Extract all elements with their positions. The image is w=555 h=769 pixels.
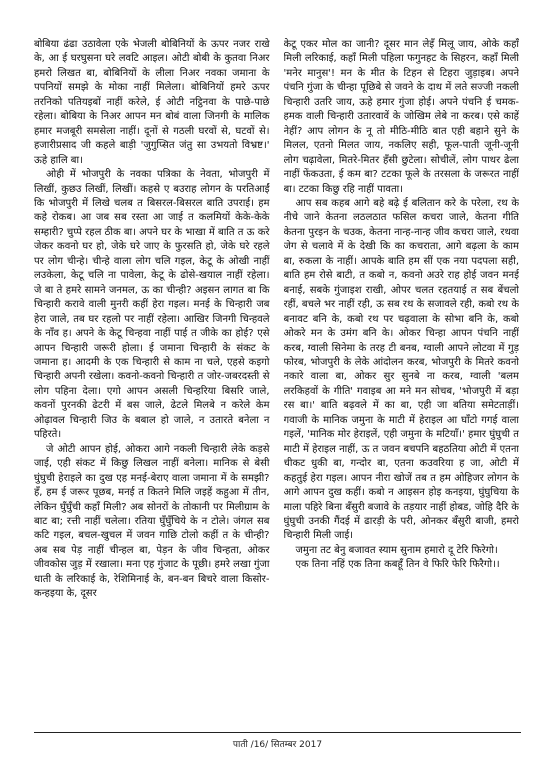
paragraph: जे ओटी आपन होई, ओकरा आगे नकली चिन्हारी लेके कड़से जाई, एही संकट में किछु लिखल नाहीं बनेला। मानिक से बेसी घुंघुची हेराइले का दुख एह मनई-बेराए वाला जमाना में के समझी? हँ, हम ई जरूर पूछब, मनई त कितने मिलि जइहें कहुआ में तीन, लेकिन घुँघुँची कहाँ मिली? अब सोनरों के तोकानी पर मिलीग्राम के बाट बा; रत्ती नाहीं चलेला। रतिया घुँघुँचिये के न टोले। जंगल सब कटि गइल, बचल-खुचल में जवन गाछि टोलो कहीं त के चीन्ही? अब सब पेड़ नाहीं चीन्हल बा, पेड़न के जीव चिन्हता, ओकर जीवकोस जुड़ में रखाला। मना एह गुंजाट के पूछी। हमरे लखा गुंजा धाती के लरिकाई के, रेशिमिनाई के, बन-बन बिचरे वाला किसोर-कन्हइया के, दूसर xyxy=(34,443,270,600)
paragraph: बोबिया ढंढा उठावेला एके भेजली बोबिनियों के ऊपर नजर राखे के, आ ई घरघुसना घरे लवटि आइल। ओटी बोबी के कुतवा निअर हमरो लिखत बा, बोबिनियों के लीला निअर नवका जमाना के पपनियों समझे के मोका नाहीं मिलेला। बोबिनियों हमरे ऊपर तरनिको पतियइबों नाहीं करेले, ई ओटी नट्ठिनवा के पाछे-पाछे रहेला। बोबिया के निअर आपन मन बोबं वाला जिनगी के मालिक हमार मजबूरी समसेला नाहीं। दूनों से गठली घरवों से, घटवों से। हजारीप्रसाद जी कहले बाड़ी 'जुगुप्सित जंतु सा उभयतो विभ्रष्ट।' ऊहे हालि बा। xyxy=(34,39,270,166)
verse-line: एक तिना नहिं एक तिना कबहूँ तिन वे फिरि फेरि फिरैगो।। xyxy=(295,559,500,571)
footer-rule xyxy=(34,732,521,733)
right-column xyxy=(284,38,520,726)
page-footer: पाती /16/ सितम्बर 2017 xyxy=(232,740,323,750)
left-column xyxy=(34,38,270,726)
paragraph: ओही में भोजपुरी के नवका पत्रिका के नेवता, भोजपुरी में लिखीं, कुछउ लिखीं, लिखीं। कहसे ए बउराह लोगन के परतिआईं कि भोजपुरी में लिखे चलब त बिसरल-बिसरल बाति उपराई। हम कहे रोकब। आ जब सब रस्ता आ जाई त कलमियों केके-केके सम्हारी? चुप्पे रहल ठीक बा। अपने घर के भाखा में बाति त ऊ करे जेकर कवनो घर हो, जेके घरे जाए के फुरसति हो, जेके घरे रहले पर लोग चीन्हे। चीन्हे वाला लोग चलि गइल, केटू के ओखी नाहीं लउकेला, केटू चलि ना पावेला, केटू के ढोसे-खयाल नाहीं रहेला। जे बा ते हमरे सामने जनमल, ऊ का चीन्ही? अइसन लागत बा कि चिन्हारी करावे वाली मुनरी कहीं हेरा गइल। मनई के चिन्हारी जब हेरा जाले, तब घर रहलो पर नाहीं रहेला। आखिर जिनगी चिन्हवले के नाँव ह। अपने के केटू चिन्हवा नाहीं पाई त जीके का होई? एसे आपन चिन्हारी जरूरी होला। ई जमाना चिन्हारी के संकट के जमाना ह। आदमी के एक चिन्हारी से काम ना चले, एहसे कइगो चिन्हारी अपनी रखेला। कवनो-कवनो चिन्हारी त जोर-जबरदस्ती से लोग पहिना देला। एगो आपन असली चिन्हरिया बिसरि जाले, कवनों पुरनकी ढेटरी में बस जाले, ढेटले मिलबे न करेले केम ओढ़ावल चिन्हारी जिउ के बबाल हो जाले, न उतारते बनेला न पहिरते। xyxy=(34,169,270,441)
verse-line: जमुना तट बेनु बजावत स्याम सुनाम हमारो दू टेरि फिरेगो। xyxy=(295,544,498,556)
paragraph: केटू एकर मोल का जानी? दूसर मान लेइँ मिलू जाय, ओके कहाँ मिली लरिकाई, कहाँ मिली पहिला फगुनहट के सिहरन, कहाँ मिली 'मनेर मानुस'! मन के मीत के टिहन से टिहरा जुड़ाइब। अपने पंचनि गुंजा के चीन्हा पूछिबे से जवने के दाथ में लते सज्जी नकली चिन्हारी उतरि जाय, ऊहे हमार गुंजा होई। अपने पंचनि ई चमक-हमक वाली चिन्हारी उतारवावें के जोखिम लेबे ना करब। एसे काहें नेहीं? आप लोगन के नू तो मीठि-मीठि बात एही बहाने सुने के मिलल, एतनो मिलत जाय, नकलिए सही, फूल-पाती जूनी-जूनी लोग चढ़ावेला, मितरे-मितर हँसी छुटेला। सोचीलें, लोग पाथर ढेला नाहीं फेंकउता, ई कम बा? टटका फूले के तरसला के जरूरत नाहीं बा। टटका किछु रहि नाहीं पावता। xyxy=(283,39,519,195)
paragraph: आप सब कहब आगे बहे बढ़े ई बलितान करे के परेला, रथ के नीचे जाने केतना लठलठात फसिल कचरा जाले, केतना गीति केतना पुरइन के चउक, केतना नान्ह-नान्ह जीव कचरा जाले, रथवा जेग से चलावे में के देखी कि का कचराता, आगे बढ़ला के काम बा, रुकला के नाहीं। आपके बाति हम सीं एक नया पदपला सही, बाति हम रोसे बाटी, त कबो न, कवनो अउरे राह होई जवन मनई बनाई, सबके गुंजाइश राखी, ओपर चलत रहतयाई त सब बेंचलो रहीं, बचले भर नाहीं रही, ऊ सब रथ के सजावले रही, कबो रथ के बनावट बनि के, कबो रथ पर चढ़वाला के सोभा बनि के, कबो ओकरे मन के उमंग बनि के। ओकर चिन्हा आपन पंचनि नाहीं करब, ग्वाली सिनेमा के तरह टी बनब, ग्वाली आपने लोटवा में गुड़ फोरब, भोजपुरी के लेके आंदोलन करब, भोजपुरी के मितरे कवनो नकारे वाला बा, ओकर सुर सुनबे ना करब, ग्वाली 'बलम लरकिहवों के गीति' गवाइब आ मने मन सोचब, 'भोजपुरी में बड़ा रस बा।' बाति बढ़वले में का बा, एही जा बतिया समेटताड़ीं। गवाजी के मानिक जमुना के माटी में हेराइल आ घाँटो गगई वाला गइलें, 'मानिक मोर हेराइलें, एही जमुना के मटियाँ।' हमार घुंघुची त माटी में हेराइल नाहीं, ऊ त जवन बचपनि बहठतिया ओटी में एतना चीकट धुकी बा, गन्दोर बा, एतना कउवरिया ह जा, ओटी में कहतुई हेरा गइल। आपन नीरा खोजें तब त हम ओहिजर लोगन के आगे आपन दुख कहीं। कबो न आइसन होइ कनइया, घुंघुचिया के माला पहिरे बिना बँसुरी बजावे के तड़यार नाहीं होबड, जोहि दैरि के घुंघुची उनकी गैंदई में ढारड़ी के परी, ओनकर बँसुरी बाजी, हमरो चिन्हारी मिली जाई। xyxy=(283,197,519,542)
text-columns xyxy=(34,38,519,726)
